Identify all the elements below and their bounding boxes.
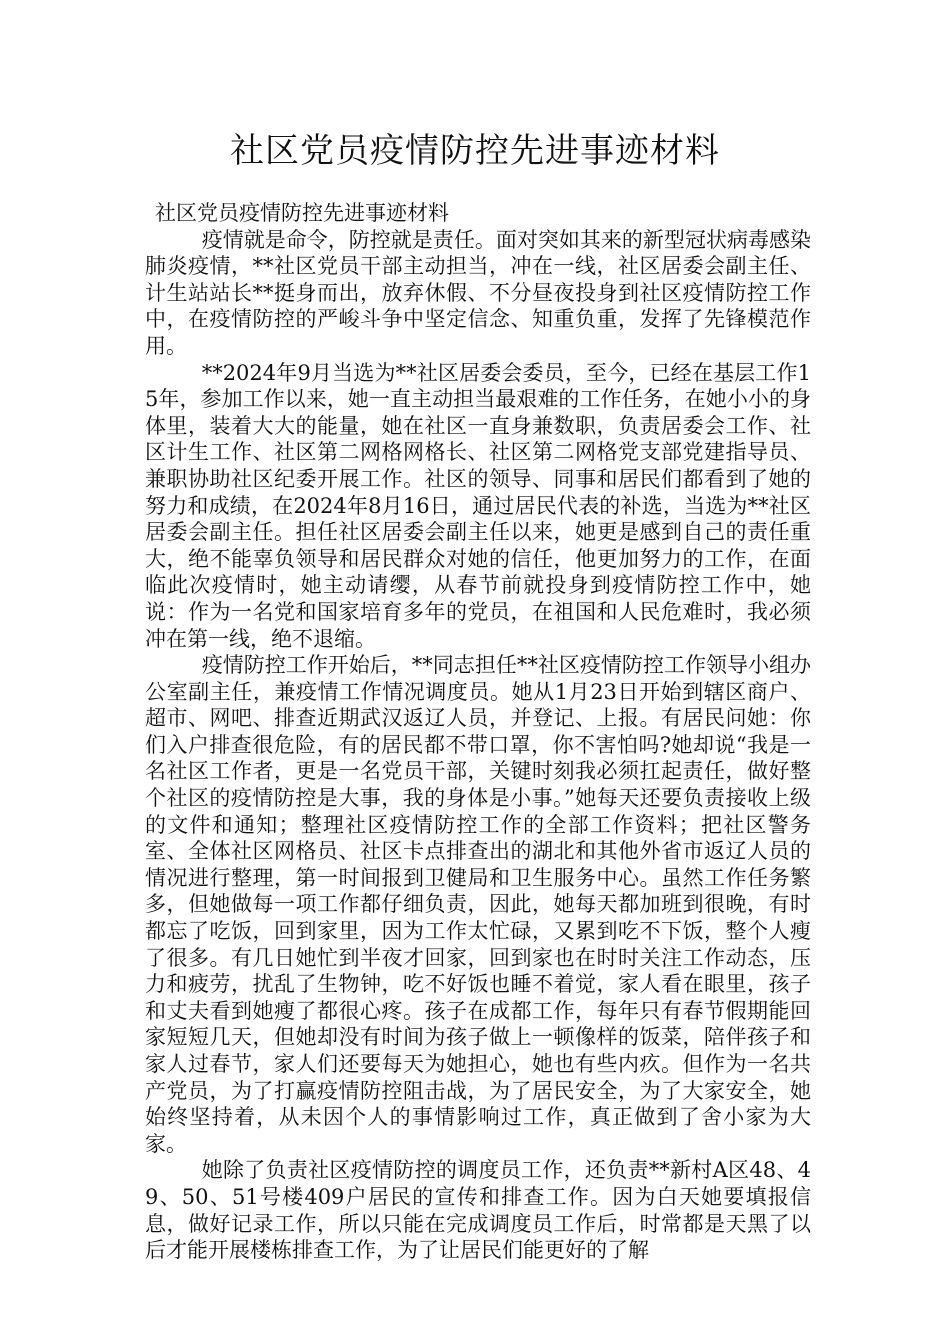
document-title: 社区党员疫情防控先进事迹材料 — [230, 131, 720, 171]
paragraph: 她除了负责社区疫情防控的调度员工作，还负责**新村A区48、49、50、51号楼409户居民的宣传和排查工作。因为白天她要填报信息，做好记录工作，所以只能在完成调度员工作后，时常都是天黑了以后才能开展楼栋排查工作，为了让居民们能更好的了解 — [145, 1158, 811, 1263]
paragraph: 疫情防控工作开始后，**同志担任**社区疫情防控工作领导小组办公室副主任，兼疫情工作情况调度员。她从1月23日开始到辖区商户、超市、网吧、排查近期武汉返辽人员，并登记、上报。有居民问她：你们入户排查很危险，有的居民都不带口罩，你不害怕吗?她却说“我是一名社区工作者，更是一名党员干部，关键时刻我必须扛起责任，做好整个社区的疫情防控是大事，我的身体是小事。”她每天还要负责接收上级的文件和通知；整理社区疫情防控工作的全部工作资料；把社区警务室、全体社区网格员、社区卡点排查出的湖北和其他外省市返辽人员的情况进行整理，第一时间报到卫健局和卫生服务中心。虽然工作任务繁多，但她做每一项工作都仔细负责，因此，她每天都加班到很晚，有时都忘了吃饭，回到家里，因为工作太忙碌，又累到吃不下饭，整个人瘦了很多。有几日她忙到半夜才回家，回到家也在时时关注工作动态，压力和疲劳，扰乱了生物钟，吃不好饭也睡不着觉，家人看在眼里，孩子和丈夫看到她瘦了都很心疼。孩子在成都工作，每年只有春节假期能回家短短几天，但她却没有时间为孩子做上一顿像样的饭菜，陪伴孩子和家人过春节，家人们还要每天为她担心，她也有些内疚。但作为一名共产党员，为了打赢疫情防控阻击战，为了居民安全，为了大家安全，她始终坚持着，从未因个人的事情影响过工作，真正做到了舍小家为大家。 — [145, 653, 811, 1156]
paragraph: 疫情就是命令，防控就是责任。面对突如其来的新型冠状病毒感染肺炎疫情，**社区党员干部主动担当，冲在一线，社区居委会副主任、计生站站长**挺身而出，放弃休假、不分昼夜投身到社区疫情防控工作中，在疫情防控的严峻斗争中坚定信念、知重负重，发挥了先锋模范作用。 — [145, 227, 811, 358]
document-body — [145, 200, 811, 1264]
document-subtitle: 社区党员疫情防控先进事迹材料 — [155, 201, 449, 225]
paragraph: **2024年9月当选为**社区居委会委员，至今，已经在基层工作15年，参加工作以来，她一直主动担当最艰难的工作任务，在她小小的身体里，装着大大的能量，她在社区一直身兼数职，负责居委会工作、社区计生工作、社区第二网格网格长、社区第二网格党支部党建指导员、兼职协助社区纪委开展工作。社区的领导、同事和居民们都看到了她的努力和成绩，在2024年8月16日，通过居民代表的补选，当选为**社区居委会副主任。担任社区居委会副主任以来，她更是感到自己的责任重大，绝不能辜负领导和居民群众对她的信任，他更加努力的工作，在面临此次疫情时，她主动请缨，从春节前就投身到疫情防控工作中，她说：作为一名党和国家培育多年的党员，在祖国和人民危难时，我必须冲在第一线，绝不退缩。 — [145, 360, 811, 651]
